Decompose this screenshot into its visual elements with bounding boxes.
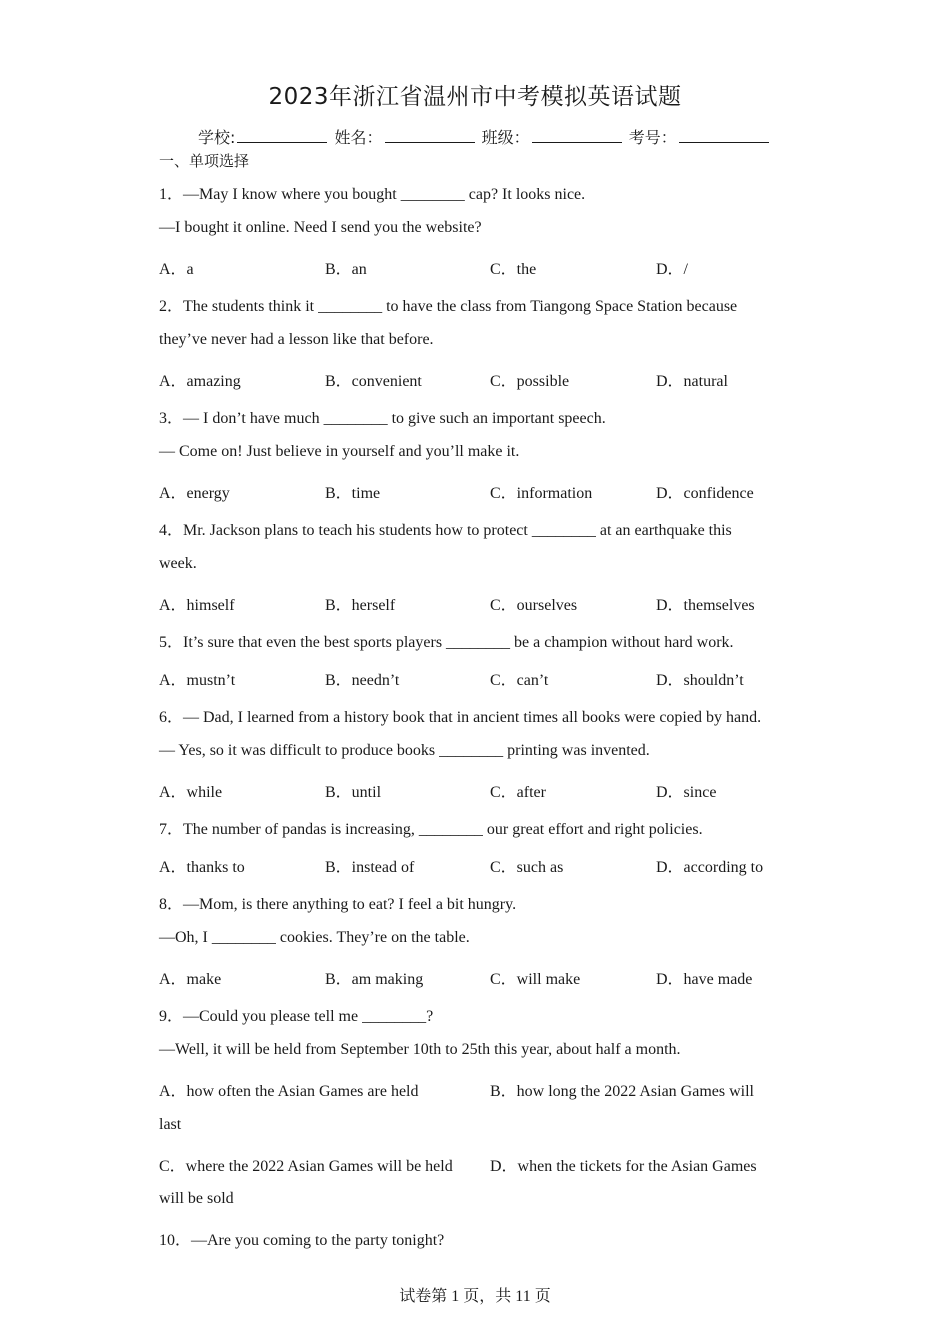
q6-option-d: D．since (656, 784, 717, 801)
question-8-line-1: 8．—Mom, is there anything to eat? I feel a bit hungry. (159, 896, 517, 913)
q6-option-a: A．while (159, 784, 223, 801)
q8-option-a: A．make (159, 971, 222, 988)
q8-option-c: C．will make (490, 971, 581, 988)
name-label: 姓名： (334, 128, 383, 147)
page-footer: 试卷第 1 页，共 11 页 (399, 1288, 551, 1305)
q9-option-d-continued: will be sold (159, 1190, 234, 1207)
q9-option-a: A．how often the Asian Games are held (159, 1083, 419, 1100)
q6-option-c: C．after (490, 784, 546, 801)
question-9-line-2: —Well, it will be held from September 10th to 25th this year, about half a month. (159, 1041, 681, 1058)
q4-option-b: B．herself (325, 597, 396, 614)
question-4-line-1: 4．Mr. Jackson plans to teach his students how to protect ________ at an earthquake this (159, 522, 732, 539)
question-6-line-2: — Yes, so it was difficult to produce books ________ printing was invented. (159, 742, 650, 759)
q5-option-b: B．needn’t (325, 672, 400, 689)
q5-option-a: A．mustn’t (159, 672, 236, 689)
q1-option-b: B．an (325, 261, 367, 278)
q8-option-b: B．am making (325, 971, 424, 988)
question-10-line-1: 10．—Are you coming to the party tonight? (159, 1232, 445, 1249)
q7-option-c: C．such as (490, 859, 564, 876)
student-info-line (198, 125, 771, 148)
section-title: 一、单项选择 (159, 152, 250, 170)
name-blank (385, 128, 475, 143)
q3-option-c: C．information (490, 485, 593, 502)
question-5-line-1: 5．It’s sure that even the best sports players ________ be a champion without hard work. (159, 634, 734, 651)
q6-option-b: B．until (325, 784, 382, 801)
q9-option-b: B．how long the 2022 Asian Games will (490, 1083, 754, 1100)
q7-option-a: A．thanks to (159, 859, 245, 876)
school-blank (237, 128, 327, 143)
question-6-line-1: 6．— Dad, I learned from a history book that in ancient times all books were copied by hand. (159, 709, 762, 726)
q4-option-a: A．himself (159, 597, 235, 614)
q1-option-a: A．a (159, 261, 194, 278)
q8-option-d: D．have made (656, 971, 753, 988)
q9-option-b-continued: last (159, 1116, 182, 1133)
question-3-line-1: 3．— I don’t have much ________ to give such an important speech. (159, 410, 606, 427)
q7-option-d: D．according to (656, 859, 764, 876)
number-blank (679, 128, 769, 143)
q1-option-c: C．the (490, 261, 537, 278)
q2-option-d: D．natural (656, 373, 728, 390)
question-1-line-2: —I bought it online. Need I send you the website? (159, 219, 482, 236)
q3-option-d: D．confidence (656, 485, 754, 502)
number-label: 考号： (628, 128, 677, 147)
q5-option-d: D．shouldn’t (656, 672, 744, 689)
q2-option-a: A．amazing (159, 373, 241, 390)
question-4-line-2: week. (159, 555, 197, 572)
question-2-line-1: 2．The students think it ________ to have the class from Tiangong Space Station because (159, 298, 738, 315)
q9-option-d: D．when the tickets for the Asian Games (490, 1158, 757, 1175)
q1-option-d: D．/ (656, 261, 689, 278)
school-label: 学校: (198, 128, 236, 147)
q9-option-c: C．where the 2022 Asian Games will be held (159, 1158, 453, 1175)
q4-option-d: D．themselves (656, 597, 755, 614)
question-2-line-2: they’ve never had a lesson like that before. (159, 331, 434, 348)
question-1-line-1: 1．—May I know where you bought ________ cap? It looks nice. (159, 186, 586, 203)
question-7-line-1: 7．The number of pandas is increasing, ________ our great effort and right policies. (159, 821, 703, 838)
q3-option-b: B．time (325, 485, 381, 502)
q7-option-b: B．instead of (325, 859, 415, 876)
q5-option-c: C．can’t (490, 672, 549, 689)
q3-option-a: A．energy (159, 485, 230, 502)
question-3-line-2: — Come on! Just believe in yourself and you’ll make it. (159, 443, 520, 460)
question-9-line-1: 9．—Could you please tell me ________? (159, 1008, 434, 1025)
class-label: 班级： (481, 128, 530, 147)
q4-option-c: C．ourselves (490, 597, 578, 614)
question-8-line-2: —Oh, I ________ cookies. They’re on the table. (159, 929, 470, 946)
class-blank (532, 128, 622, 143)
q2-option-c: C．possible (490, 373, 570, 390)
q2-option-b: B．convenient (325, 373, 422, 390)
page-title: 2023年浙江省温州市中考模拟英语试题 (268, 84, 682, 110)
